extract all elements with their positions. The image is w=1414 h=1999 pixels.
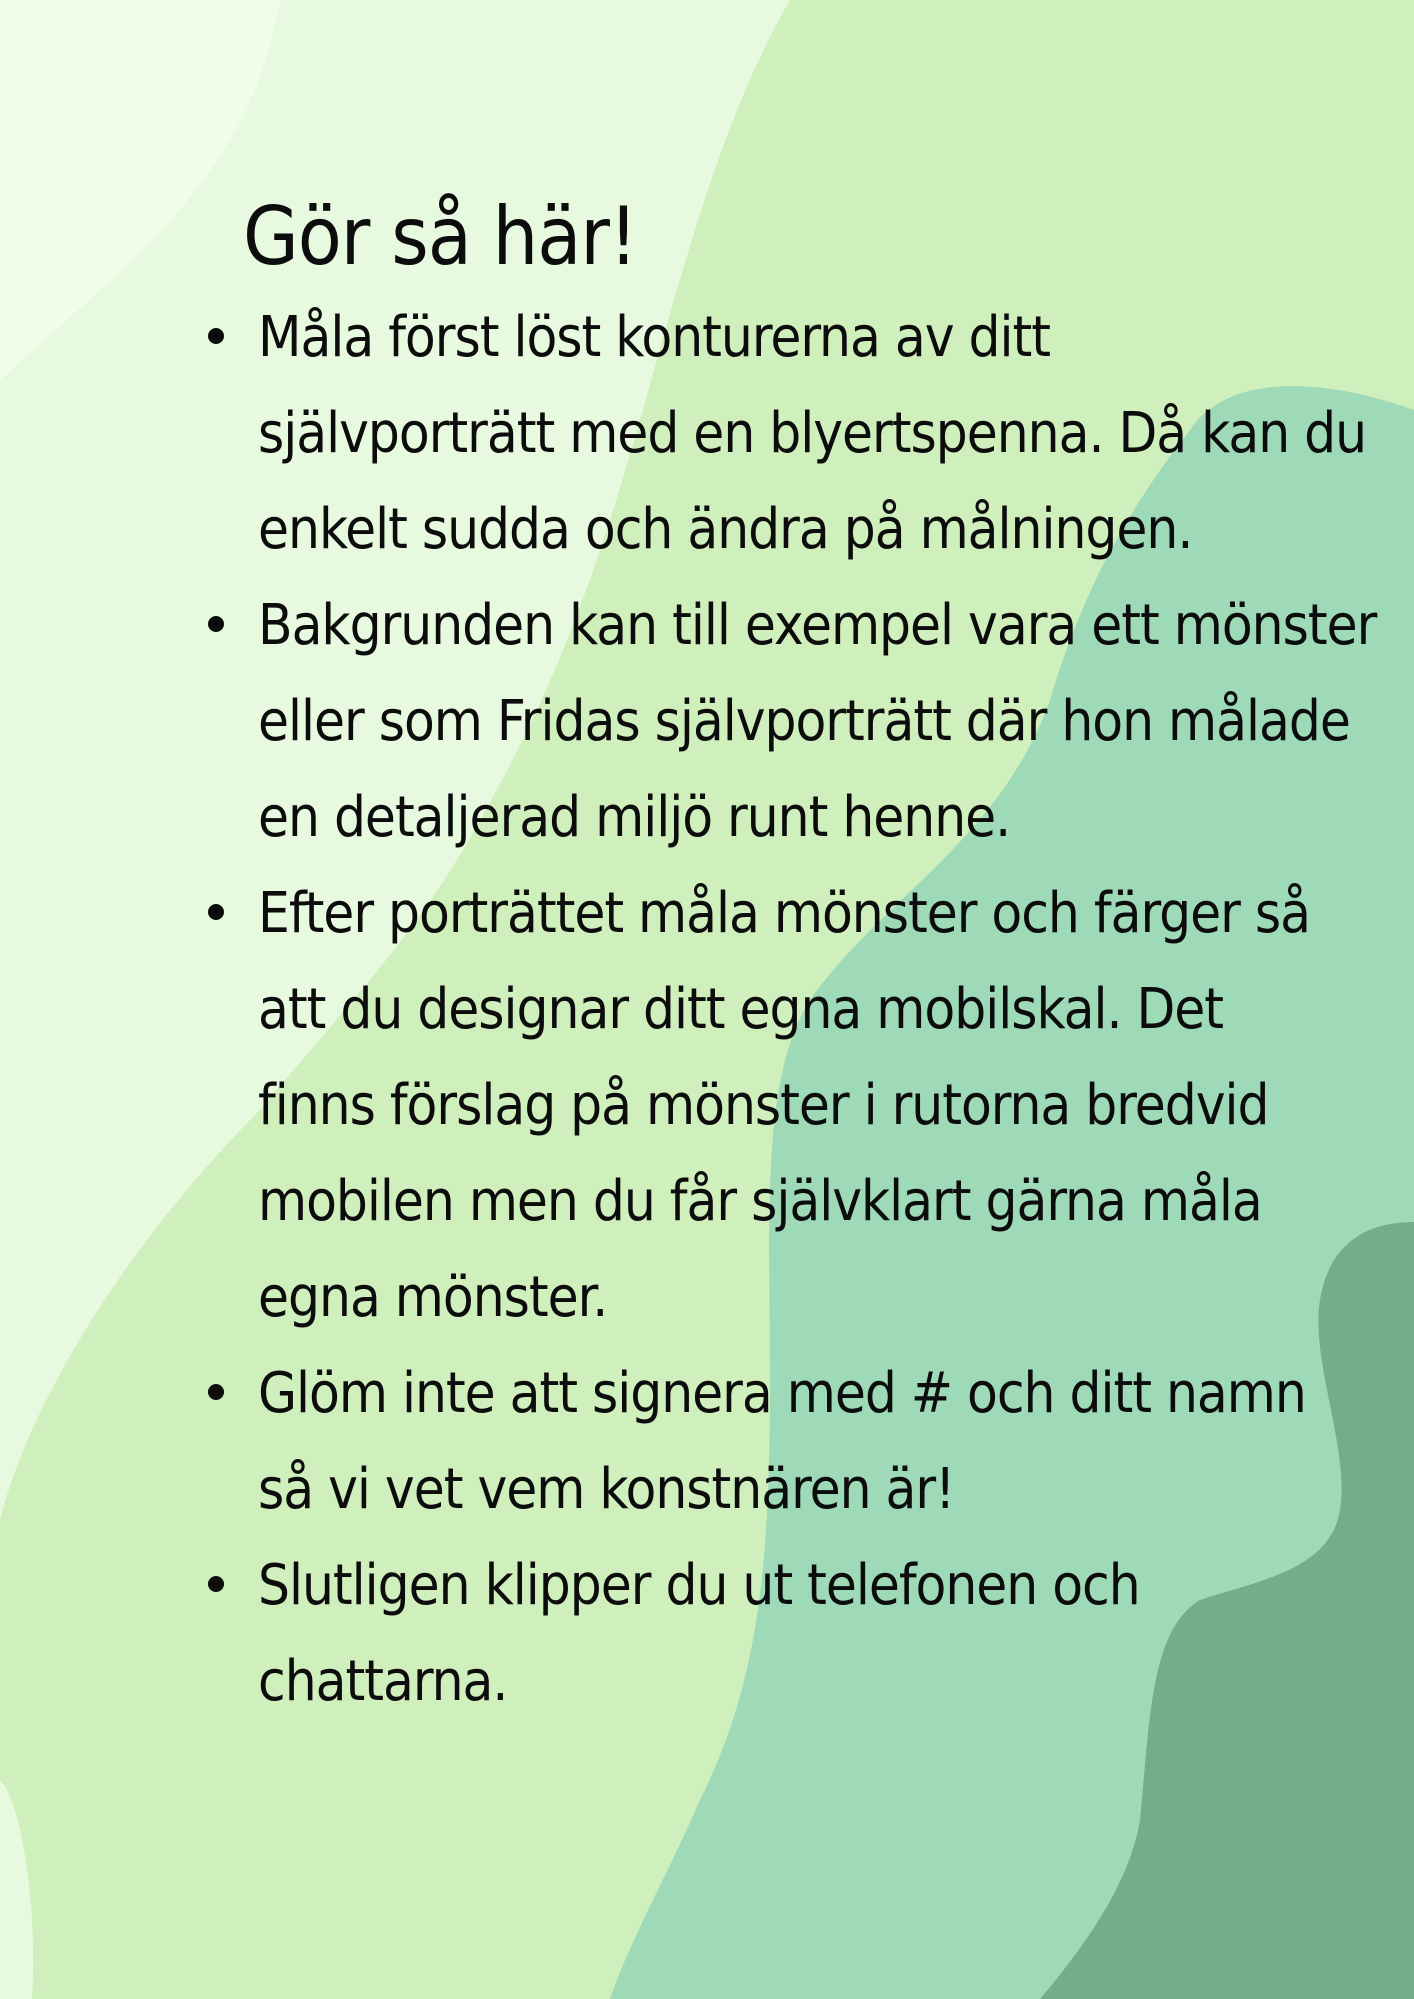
step-item <box>258 578 1377 866</box>
bullet-dot-icon <box>208 616 224 632</box>
step-item <box>258 1346 1318 1538</box>
step-line: Efter porträttet måla mönster och färger så <box>258 881 1310 946</box>
step-line: chattarna. <box>258 1649 508 1714</box>
step-line: att du designar ditt egna mobilskal. Det <box>258 977 1224 1042</box>
step-line: Måla först löst konturerna av ditt <box>258 305 1050 370</box>
bullet-dot-icon <box>208 1384 224 1400</box>
step-item <box>258 290 1367 578</box>
step-text <box>258 578 1377 866</box>
step-line: Glöm inte att signera med # och ditt namn <box>258 1361 1306 1426</box>
step-text <box>258 866 1318 1346</box>
step-text <box>258 1346 1318 1538</box>
bullet-dot-icon <box>208 328 224 344</box>
step-line: egna mönster. <box>258 1265 608 1330</box>
step-line: självporträtt med en blyertspenna. Då kan du <box>258 401 1367 466</box>
step-line: så vi vet vem konstnären är! <box>258 1457 955 1522</box>
step-line: Bakgrunden kan till exempel vara ett mönster <box>258 593 1377 658</box>
step-item <box>258 866 1318 1346</box>
step-line: finns förslag på mönster i rutorna bredvid <box>258 1073 1269 1138</box>
step-line: eller som Fridas självporträtt där hon målade <box>258 689 1350 754</box>
steps-list <box>258 290 1377 1730</box>
step-text <box>258 290 1367 578</box>
step-text <box>258 1538 1318 1730</box>
step-item <box>258 1538 1318 1730</box>
bullet-dot-icon <box>208 904 224 920</box>
step-line: enkelt sudda och ändra på målningen. <box>258 497 1193 562</box>
bullet-dot-icon <box>208 1576 224 1592</box>
page-title: Gör så här! <box>243 190 637 283</box>
step-line: mobilen men du får självklart gärna måla <box>258 1169 1262 1234</box>
step-line: Slutligen klipper du ut telefonen och <box>258 1553 1140 1618</box>
step-line: en detaljerad miljö runt henne. <box>258 785 1011 850</box>
